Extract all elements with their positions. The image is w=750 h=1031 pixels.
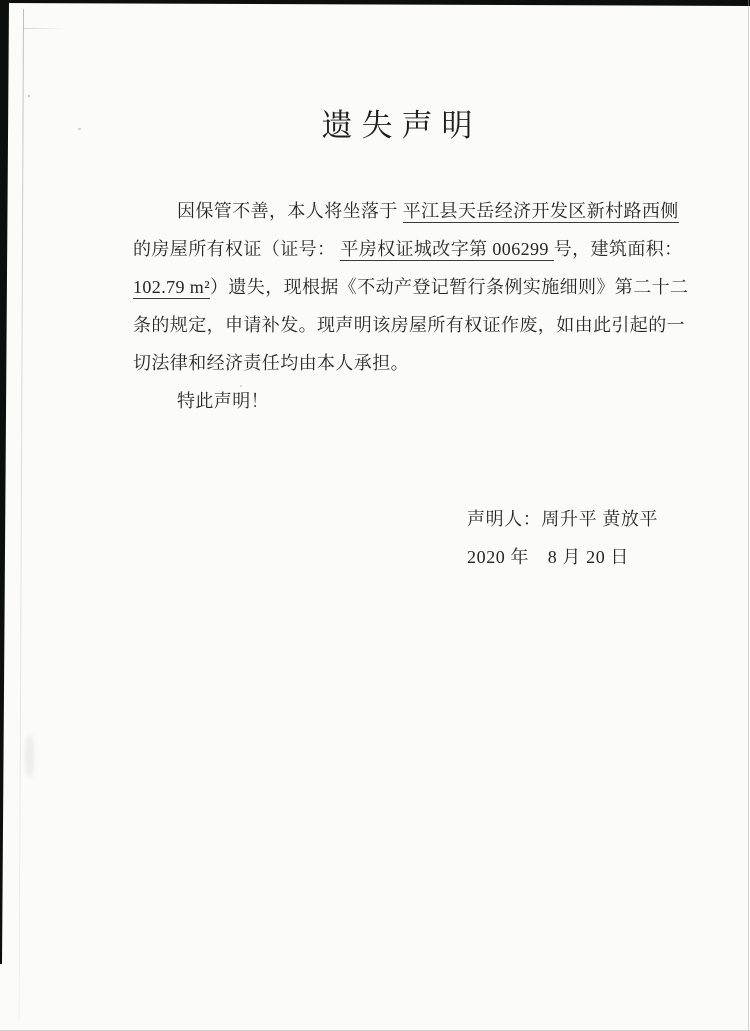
declaration-date: 2020 年 8 月 20 日 [467, 547, 629, 567]
scan-edge-top [0, 0, 750, 7]
body-line-2-underlined-certificate-number: 平房权证城改字第 006299 [340, 239, 554, 259]
body-line-2-text-after: 号，建筑面积： [553, 239, 683, 259]
body-line-3-underlined-area: 102.79 m² [133, 277, 210, 297]
document-title: 遗失声明 [321, 108, 482, 143]
body-line-5: 切法律和经济责任均由本人承担。 [133, 353, 409, 373]
scan-edge-left [0, 0, 10, 964]
paper-edge-top-left [23, 28, 67, 29]
body-line-1-underlined-address: 平江县天岳经济开发区新村路西侧 [402, 201, 679, 221]
body-line-2 [133, 237, 683, 261]
scan-speck [28, 95, 30, 97]
body-line-1 [133, 199, 717, 223]
closing-statement: 特此声明！ [177, 391, 269, 411]
paper-edge-left [19, 9, 24, 1021]
body-line-4: 条的规定，申请补发。现声明该房屋所有权证作废，如由此引起的一 [133, 315, 685, 335]
body-line-3-text: ）遗失，现根据《不动产登记暂行条例实施细则》第二十二 [210, 277, 689, 297]
body-line-3 [133, 275, 689, 299]
scan-speck [240, 385, 242, 387]
body-line-1-text: 因保管不善，本人将坐落于 [177, 201, 403, 221]
scan-smudge [25, 735, 34, 777]
declarant-signature: 声明人：周升平 黄放平 [467, 509, 659, 529]
body-line-2-text: 的房屋所有权证（证号： [133, 239, 341, 259]
scan-edge-right [748, 0, 749, 1031]
scan-speck [78, 128, 81, 130]
